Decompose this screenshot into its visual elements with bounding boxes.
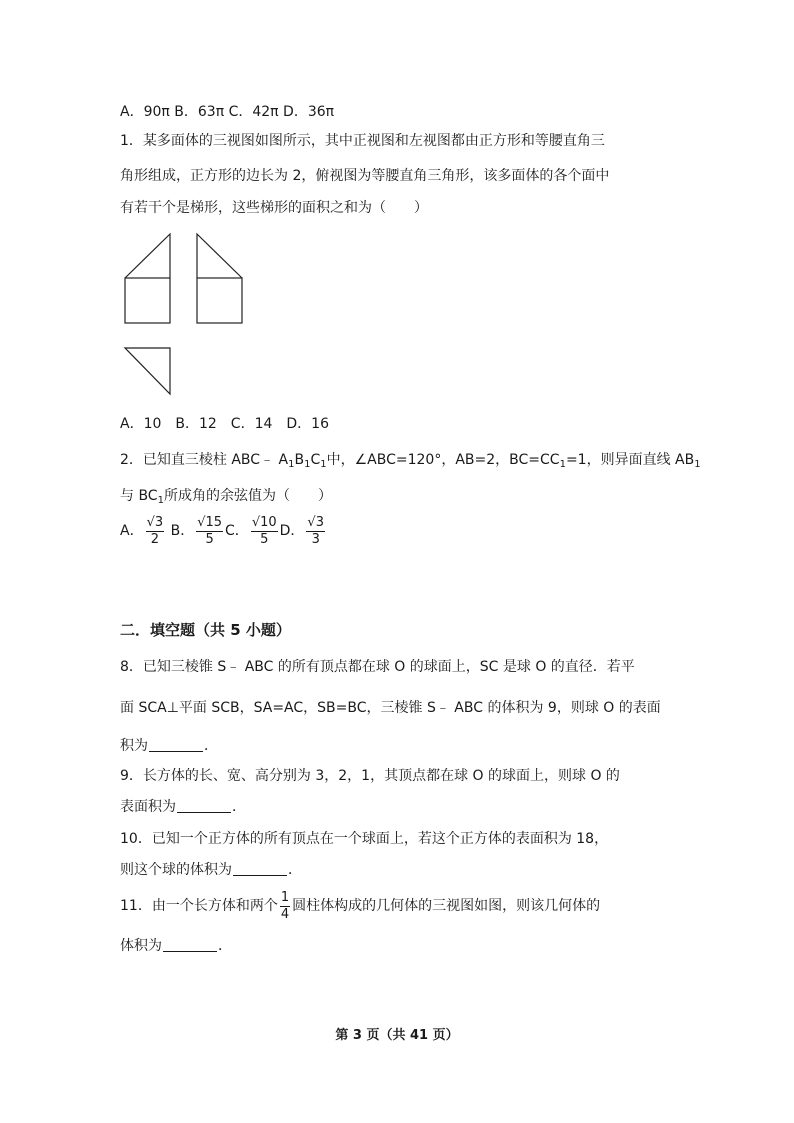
side-view-square: [197, 278, 242, 323]
q10-line-1: 10．已知一个正方体的所有顶点在一个球面上，若这个正方体的表面积为 18，: [120, 831, 609, 847]
q2-line-1: 2．已知直三棱柱 ABC﹣ $A_1B_1C_1$中，∠ABC=120°，AB=2，$BC=CC_1=1$，则异面直线 $AB_1$: [120, 452, 701, 470]
answer-blank: [177, 798, 231, 813]
q11-line-1: 11．由一个长方体和两个 $\frac{1}{4}$ 圆柱体构成的几何体的三视图如图，则该几何体的: [120, 889, 601, 922]
q8-line-1: 8．已知三棱锥 S﹣ ABC 的所有顶点都在球 O 的球面上，SC 是球 O 的直径．若平: [120, 659, 635, 675]
front-view-square: [125, 278, 170, 323]
fraction-quarter: $\frac{1}{4}$: [280, 889, 290, 922]
q2-line-2: 与 $BC_1$所成角的余弦值为（ ）: [120, 488, 332, 506]
fraction-c: $\frac{√10}{5}$: [251, 514, 277, 547]
q11-line-2: 体积为 ．: [120, 938, 232, 954]
front-view-triangle: [125, 234, 170, 278]
q10-line-2: 则这个球的体积为 ．: [120, 862, 302, 878]
section-title: 二．填空题（共 5 小题）: [120, 621, 291, 639]
q9-line-1: 9．长方体的长、宽、高分别为 3，2，1，其顶点都在球 O 的球面上，则球 O 的: [120, 768, 620, 784]
q2-options: A． $\frac{√3}{2}$ B． $\frac{√15}{5}$ C． $\frac{√10}{5}$ D． $\frac{√3}{3}$: [120, 514, 324, 547]
page-footer: 第 3 页（共 41 页）: [335, 1028, 459, 1043]
fraction-b: $\frac{√15}{5}$: [197, 514, 223, 547]
fraction-d: $\frac{√3}{3}$: [307, 514, 324, 547]
q8-line-2: 面 SCA⊥平面 SCB，SA=AC，SB=BC，三棱锥 S﹣ ABC 的体积为 9，则球 O 的表面: [120, 700, 661, 716]
q1-line-1: 1．某多面体的三视图如图所示，其中正视图和左视图都由正方形和等腰直角三: [120, 133, 605, 149]
top-view-triangle: [125, 348, 170, 394]
answer-blank: [233, 861, 287, 876]
q1-line-2: 角形组成，正方形的边长为 2，俯视图为等腰直角三角形，该多面体的各个面中: [120, 168, 610, 184]
side-view-triangle: [197, 234, 242, 278]
q8-line-3: 积为 ．: [120, 738, 218, 754]
three-view-figure: [120, 230, 250, 400]
fraction-a: $\frac{√3}{2}$: [146, 514, 164, 547]
answer-blank: [149, 737, 203, 752]
q9-line-2: 表面积为 ．: [120, 799, 246, 815]
answer-blank: [163, 937, 217, 952]
q1-options: A．10 B．12 C．14 D．16: [120, 416, 329, 432]
q0-options: A．90π B．63π C．42π D．36π: [120, 104, 335, 120]
q1-line-3: 有若干个是梯形，这些梯形的面积之和为（ ）: [120, 200, 428, 216]
